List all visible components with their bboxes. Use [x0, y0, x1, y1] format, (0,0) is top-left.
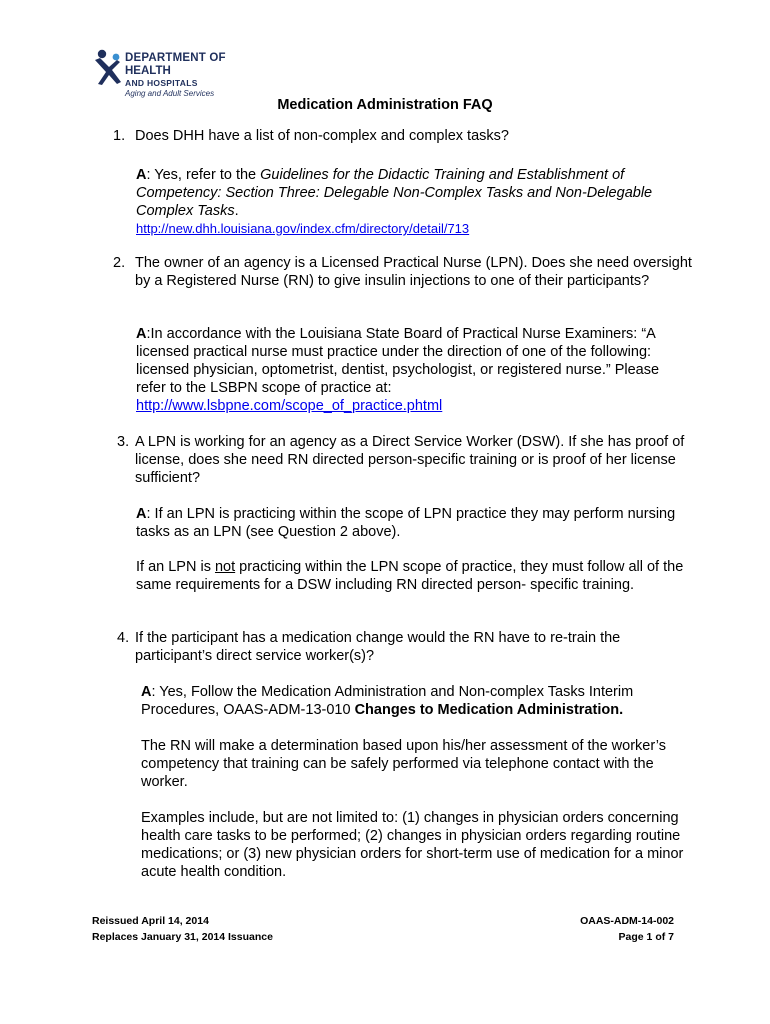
- question-4: [117, 629, 697, 665]
- procedure-title: Changes to Medication Administration.: [354, 702, 624, 718]
- footer-issue-info: [92, 913, 273, 945]
- guideline-title: Guidelines for the Didactic Training and Establishment of Competency: Section Three: Delegable Non-Complex Tasks and Non-Delegable Complex Tasks: [136, 167, 653, 219]
- dhh-directory-link[interactable]: http://new.dhh.louisiana.gov/index.cfm/directory/detail/713: [136, 221, 470, 236]
- lsbpne-scope-link[interactable]: http://www.lsbpne.com/scope_of_practice.phtml: [136, 398, 443, 414]
- answer-4: [141, 683, 689, 719]
- answer-text: :In accordance with the Louisiana State Board of Practical Nurse Examiners: “A licensed practical nurse must practice under the direction of one of the following: licensed physician, optometrist, dentist, psychologist, or registered nurse.” Please refer to the LSBPN scope of practice at:: [136, 326, 660, 396]
- question-2: [113, 254, 693, 290]
- answer-4-paragraph-3: Examples include, but are not limited to: (1) changes in physician orders concerning health care tasks to be performed; (2) changes in physician orders regarding routine medications; or (3) new physician orders for short-term use of medication for a minor acute health condition.: [141, 810, 684, 880]
- answer-text: : If an LPN is practicing within the scope of LPN practice they may perform nursing tasks as an LPN (see Question 2 above).: [136, 506, 676, 540]
- question-number: 3.: [117, 434, 130, 450]
- logo-line-health: HEALTH: [125, 64, 171, 77]
- answer-label: A: [136, 326, 147, 342]
- question-number: 1.: [113, 128, 126, 144]
- question-text: If the participant has a medication change would the RN have to re-train the participant’s direct service worker(s)?: [135, 630, 621, 664]
- answer-label: A: [136, 506, 147, 522]
- reissue-date: Reissued April 14, 2014: [92, 915, 209, 927]
- page-title: Medication Administration FAQ: [277, 97, 493, 113]
- answer-1: [136, 166, 684, 238]
- answer-prefix: : Yes, refer to the: [146, 167, 261, 183]
- answer-3: [136, 505, 684, 541]
- question-text: The owner of an agency is a Licensed Practical Nurse (LPN). Does she need oversight by a Registered Nurse (RN) to give insulin injections to one of their participants?: [135, 255, 692, 289]
- logo-line-division: Aging and Adult Services: [125, 88, 215, 98]
- answer-text: : Yes, Follow the Medication Administration and Non-complex Tasks Interim Procedures, OAAS-ADM-13-010: [141, 684, 634, 718]
- answer-4-paragraph-2: The RN will make a determination based upon his/her assessment of the worker’s competency that training can be safely performed via telephone contact with the worker.: [141, 738, 666, 790]
- answer-suffix: .: [234, 203, 239, 219]
- page-number: Page 1 of 7: [618, 931, 674, 943]
- question-text: A LPN is working for an agency as a Direct Service Worker (DSW). If she has proof of license, does she need RN directed person-specific training or is proof of her license sufficient?: [135, 434, 685, 486]
- question-1: [113, 127, 693, 145]
- answer-2: [136, 325, 684, 415]
- question-3: [117, 433, 697, 487]
- logo-line-hospitals: AND HOSPITALS: [125, 78, 198, 88]
- dhh-logo: [92, 44, 252, 100]
- question-number: 2.: [113, 255, 126, 271]
- question-number: 4.: [117, 630, 130, 646]
- paragraph-post: practicing within the LPN scope of practice, they must follow all of the same requirements for a DSW including RN directed person- specific training.: [136, 559, 684, 593]
- paragraph-pre: If an LPN is: [136, 559, 215, 575]
- footer-document-info: [580, 913, 674, 945]
- underlined-not: not: [214, 559, 236, 575]
- answer-label: A: [136, 167, 147, 183]
- answer-3-paragraph-2: [136, 558, 684, 594]
- dhh-person-icon: [92, 48, 124, 86]
- replaces-note: Replaces January 31, 2014 Issuance: [92, 931, 273, 943]
- question-text: Does DHH have a list of non-complex and complex tasks?: [135, 128, 509, 144]
- answer-label: A: [141, 684, 152, 700]
- logo-line-department: DEPARTMENT OF: [125, 52, 226, 64]
- document-number: OAAS-ADM-14-002: [580, 915, 674, 927]
